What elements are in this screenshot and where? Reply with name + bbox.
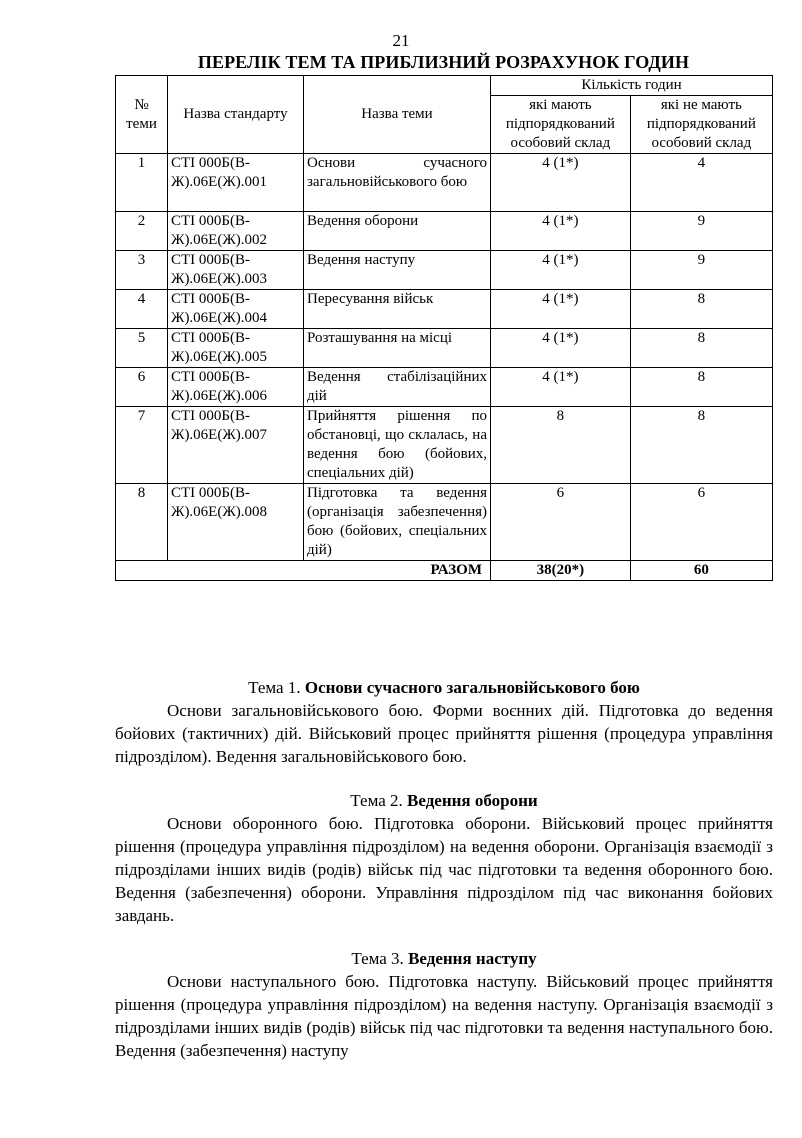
row-hours-without-staff: 8 [630, 290, 772, 329]
table-row [116, 368, 773, 407]
row-hours-without-staff: 4 [630, 154, 772, 212]
header-topic-name: Назва теми [304, 76, 491, 154]
table-row [116, 154, 773, 212]
table-row [116, 407, 773, 484]
row-standard: СТІ 000Б(В-Ж).06Е(Ж).001 [168, 154, 304, 212]
section-body: Основи загальновійськового бою. Форми воєнних дій. Підготовка до ведення бойових (тактичних) дій. Військовий процес прийняття рішення (процедура управління підрозділом). Ведення загальновійськового бою. [115, 701, 773, 766]
row-number: 3 [116, 251, 168, 290]
row-topic: Ведення стабілізаційних дій [304, 368, 491, 407]
row-number: 7 [116, 407, 168, 484]
hours-table [115, 75, 773, 581]
row-hours-without-staff: 8 [630, 329, 772, 368]
row-number: 5 [116, 329, 168, 368]
row-number: 2 [116, 212, 168, 251]
row-topic: Ведення наступу [304, 251, 491, 290]
row-hours-without-staff: 6 [630, 484, 772, 561]
row-number: 1 [116, 154, 168, 212]
header-with-staff: які мають підпорядкований особовий склад [491, 96, 631, 154]
topic-section-3 [115, 947, 773, 1062]
section-title: Ведення оборони [407, 791, 538, 810]
section-prefix: Тема 2. [350, 791, 403, 810]
row-topic: Ведення оборони [304, 212, 491, 251]
row-hours-without-staff: 8 [630, 368, 772, 407]
row-hours-with-staff: 4 (1*) [491, 212, 631, 251]
row-topic: Розташування на місці [304, 329, 491, 368]
section-heading [115, 947, 773, 970]
section-body: Основи оборонного бою. Підготовка оборони. Військовий процес прийняття рішення (процедура управління підрозділом) на ведення оборони. Організація взаємодії з підрозділами інших видів (родів) військ під час підготовки та ведення оборонного бою. Ведення (забезпечення) оборони. Управління підрозділом під час виконання бойових завдань. [115, 814, 773, 925]
row-standard: СТІ 000Б(В-Ж).06Е(Ж).007 [168, 407, 304, 484]
row-hours-with-staff: 6 [491, 484, 631, 561]
total-hours-without-staff: 60 [630, 561, 772, 581]
row-hours-with-staff: 4 (1*) [491, 154, 631, 212]
row-hours-with-staff: 4 (1*) [491, 251, 631, 290]
row-standard: СТІ 000Б(В-Ж).06Е(Ж).006 [168, 368, 304, 407]
topic-section-2 [115, 789, 773, 927]
header-without-staff: які не мають підпорядкований особовий склад [630, 96, 772, 154]
row-number: 8 [116, 484, 168, 561]
row-standard: СТІ 000Б(В-Ж).06Е(Ж).005 [168, 329, 304, 368]
total-row [116, 561, 773, 581]
table-row [116, 329, 773, 368]
header-topic-number: № теми [116, 76, 168, 154]
row-standard: СТІ 000Б(В-Ж).06Е(Ж).008 [168, 484, 304, 561]
row-standard: СТІ 000Б(В-Ж).06Е(Ж).003 [168, 251, 304, 290]
section-title: Ведення наступу [408, 949, 537, 968]
section-prefix: Тема 1. [248, 678, 301, 697]
topic-section-1 [115, 676, 773, 768]
row-hours-without-staff: 8 [630, 407, 772, 484]
row-hours-without-staff: 9 [630, 251, 772, 290]
row-standard: СТІ 000Б(В-Ж).06Е(Ж).002 [168, 212, 304, 251]
document-title: ПЕРЕЛІК ТЕМ ТА ПРИБЛИЗНИЙ РОЗРАХУНОК ГОДИН [197, 52, 690, 72]
page-number: 21 [392, 31, 410, 50]
section-body: Основи наступального бою. Підготовка наступу. Військовий процес прийняття рішення (процедура управління підрозділом) на ведення наступу. Організація взаємодії з підрозділами інших видів (родів) військ під час підготовки та ведення наступального бою. Ведення (забезпечення) наступу [115, 972, 773, 1060]
total-label: РАЗОМ [116, 561, 491, 581]
header-standard-name: Назва стандарту [168, 76, 304, 154]
table-row [116, 290, 773, 329]
row-number: 4 [116, 290, 168, 329]
section-title: Основи сучасного загальновійськового бою [304, 678, 640, 697]
row-topic: Підготовка та ведення (організація забезпечення) бою (бойових, спеціальних дій) [304, 484, 491, 561]
header-hours: Кількість годин [491, 76, 773, 96]
section-heading [115, 676, 773, 699]
section-heading [115, 789, 773, 812]
table-row [116, 484, 773, 561]
row-standard: СТІ 000Б(В-Ж).06Е(Ж).004 [168, 290, 304, 329]
row-topic: Пересування військ [304, 290, 491, 329]
row-hours-with-staff: 4 (1*) [491, 329, 631, 368]
row-hours-with-staff: 4 (1*) [491, 290, 631, 329]
row-number: 6 [116, 368, 168, 407]
section-prefix: Тема 3. [351, 949, 404, 968]
row-hours-with-staff: 4 (1*) [491, 368, 631, 407]
row-topic: Прийняття рішення по обстановці, що склалась, на ведення бою (бойових, спеціальних дій) [304, 407, 491, 484]
row-hours-with-staff: 8 [491, 407, 631, 484]
row-hours-without-staff: 9 [630, 212, 772, 251]
total-hours-with-staff: 38(20*) [491, 561, 631, 581]
table-row [116, 212, 773, 251]
row-topic: Основи сучасного загальновійськового бою [304, 154, 491, 212]
table-row [116, 251, 773, 290]
